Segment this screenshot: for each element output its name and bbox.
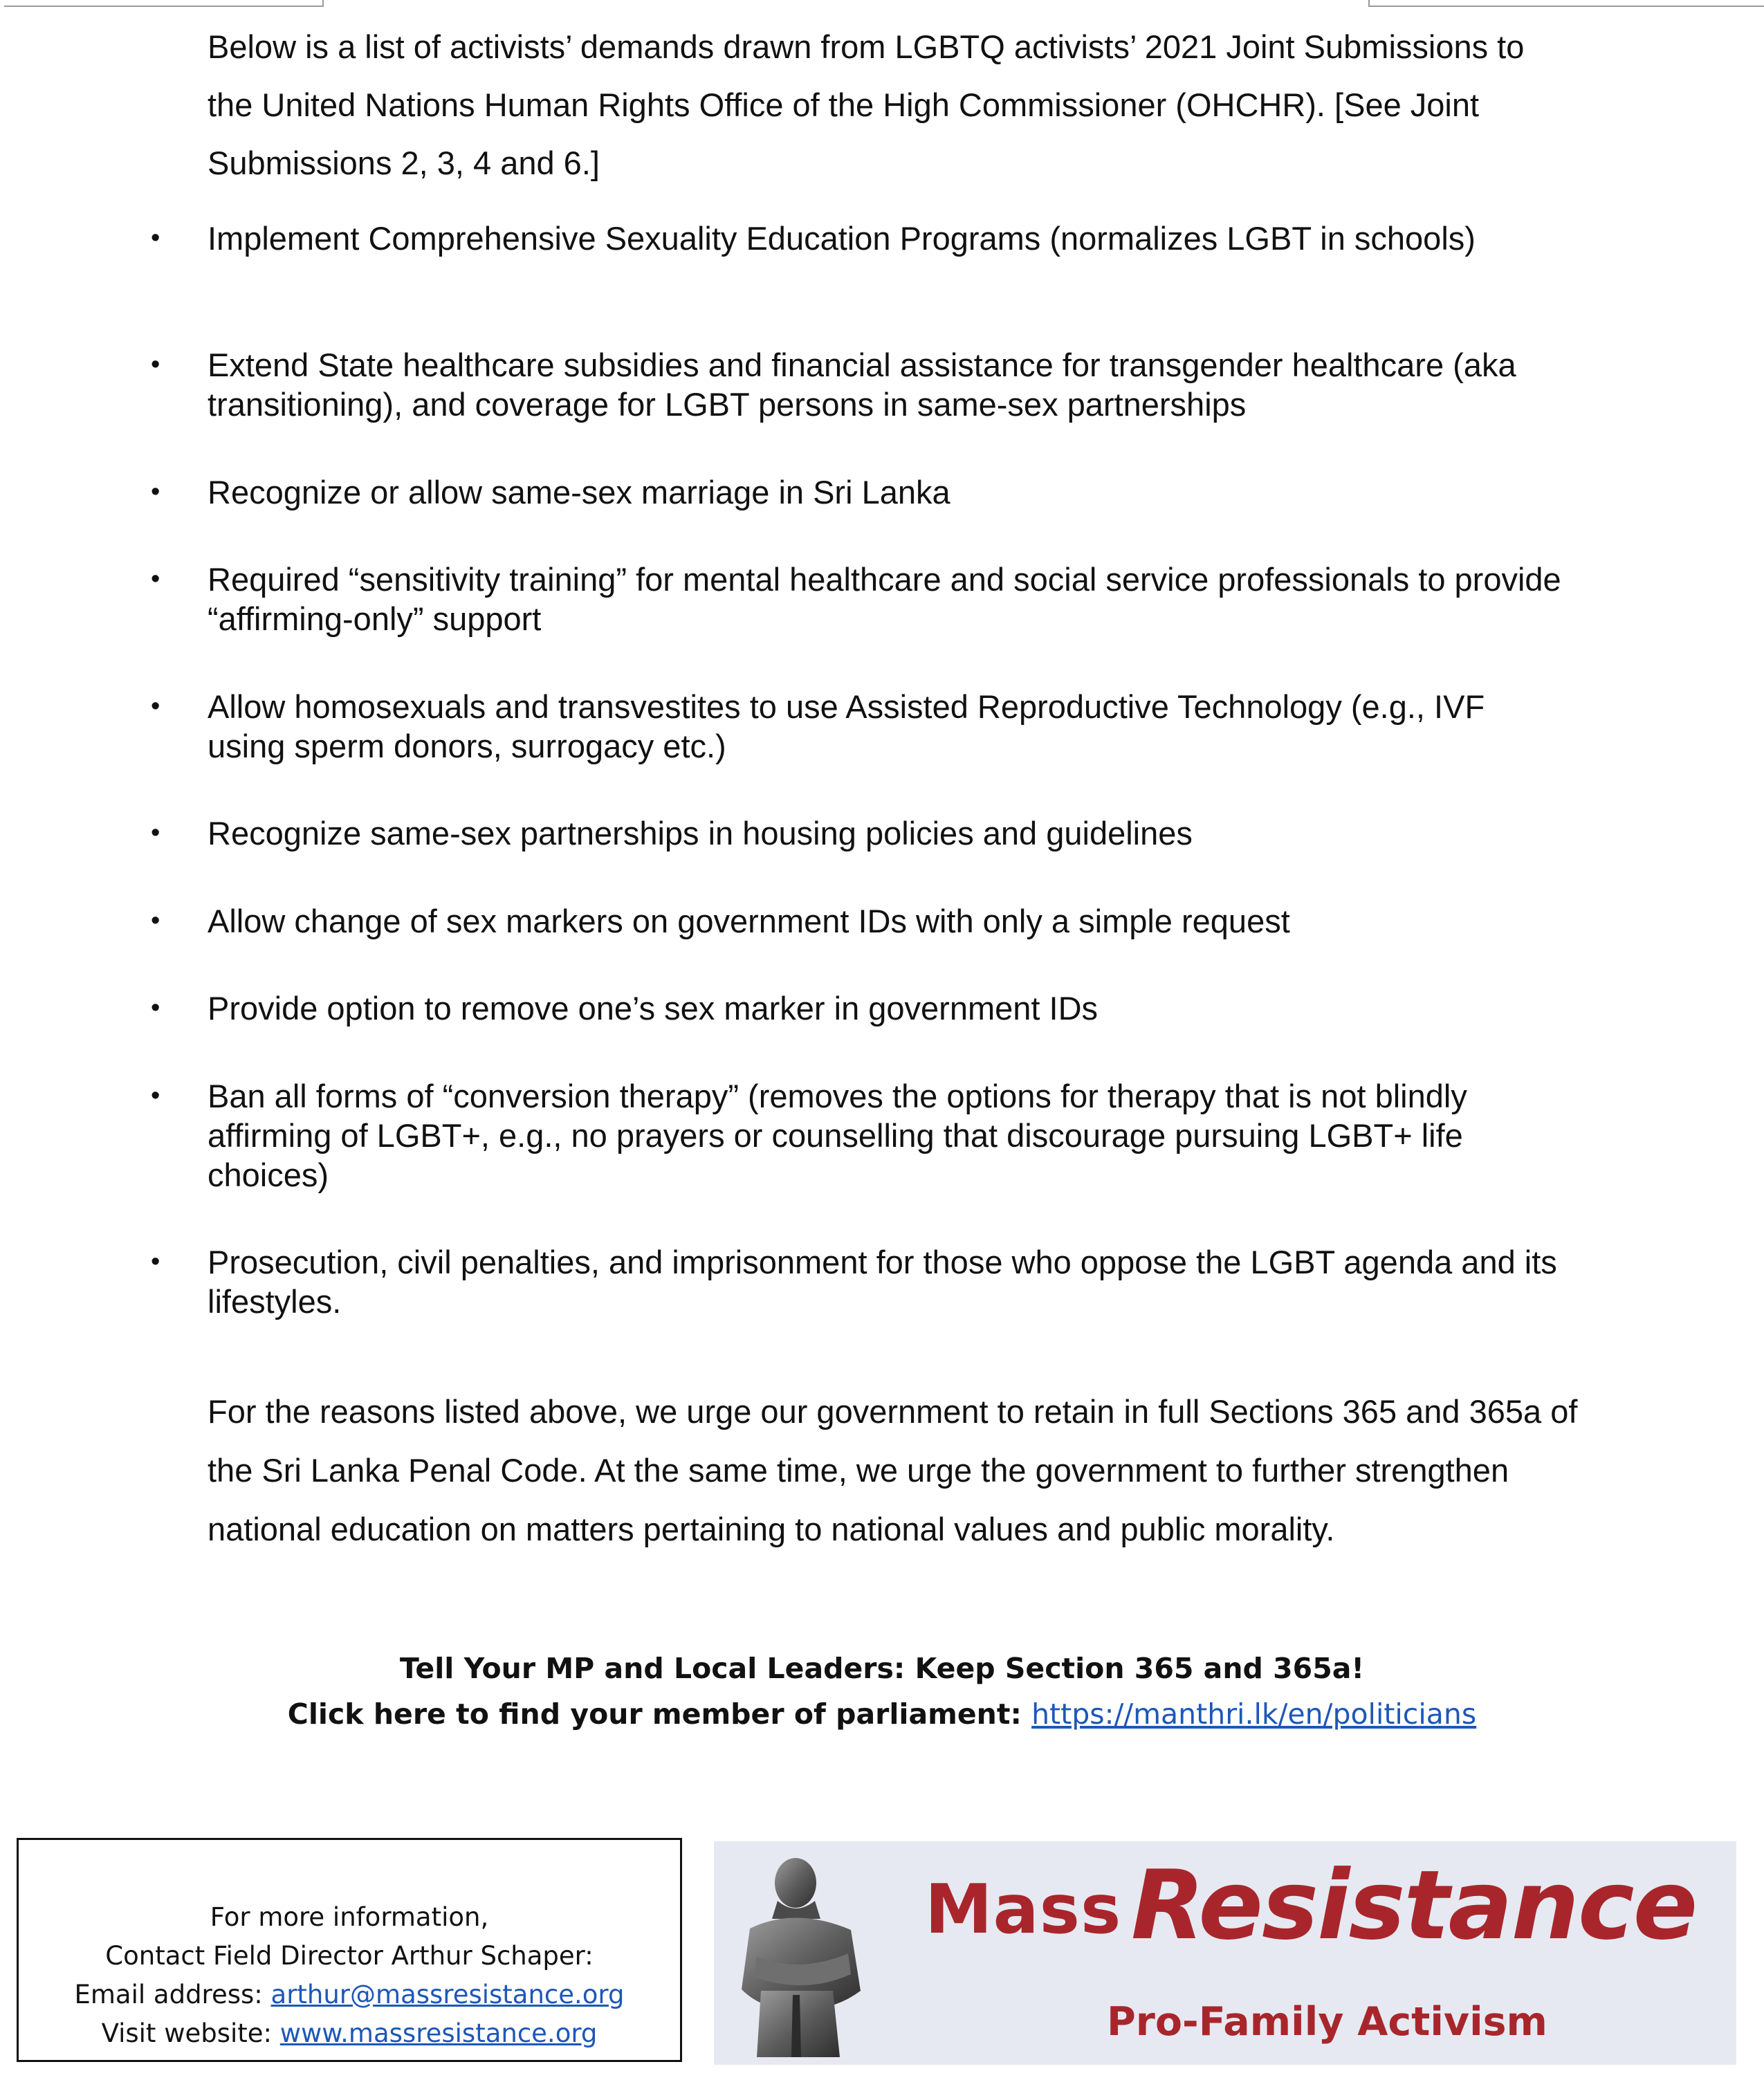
intro-paragraph: Below is a list of activists’ demands drawn from LGBTQ activists’ 2021 Joint Submissions to the United Nations Human Rights Office of the High Commissioner (OHCHR). [See Joint Submissions 2, 3, 4 and 6.] <box>208 28 1525 181</box>
bullet-icon: • <box>151 564 160 593</box>
list-item <box>151 1076 1570 1195</box>
logo-word-mass: Mass <box>925 1870 1122 1949</box>
page-edge-tab-right <box>1368 0 1764 7</box>
list-item-text: Recognize or allow same-sex marriage in Sri Lanka <box>208 474 950 510</box>
list-item <box>151 813 1570 853</box>
email-link[interactable]: arthur@massresistance.org <box>270 1980 625 2009</box>
list-item-text: Recognize same-sex partnerships in housing policies and guidelines <box>208 815 1193 852</box>
bullet-icon: • <box>151 350 160 379</box>
statue-icon <box>729 1852 874 2057</box>
list-item <box>151 988 1570 1028</box>
list-item <box>151 901 1570 941</box>
bullet-icon: • <box>151 1081 160 1110</box>
info-intro: For more information, <box>210 1902 489 1932</box>
find-mp-label: Click here to find your member of parliament: <box>287 1697 1022 1731</box>
call-to-action-line <box>0 1692 1764 1736</box>
website-link[interactable]: www.massresistance.org <box>279 2018 598 2048</box>
bullet-icon: • <box>151 223 160 252</box>
website-label: Visit website: <box>101 2018 273 2048</box>
list-item <box>151 560 1570 638</box>
list-item-text: Extend State healthcare subsidies and financial assistance for transgender healthcare (aka transitioning), and coverage for LGBT persons in same-sex partnerships <box>208 347 1516 423</box>
bullet-icon: • <box>151 818 160 847</box>
contact-info-box <box>17 1838 682 2062</box>
list-item-text: Provide option to remove one’s sex marker in government IDs <box>208 990 1099 1027</box>
list-item-text: Prosecution, civil penalties, and imprisonment for those who oppose the LGBT agenda and its lifestyles. <box>208 1244 1557 1320</box>
list-item <box>151 687 1570 766</box>
info-contact: Contact Field Director Arthur Schaper: <box>105 1941 594 1971</box>
list-item-text: Implement Comprehensive Sexuality Education Programs (normalizes LGBT in schools) <box>208 220 1476 257</box>
list-item-text: Allow homosexuals and transvestites to use Assisted Reproductive Technology (e.g., IVF using sperm donors, surrogacy etc.) <box>208 688 1485 764</box>
massresistance-logo <box>714 1841 1736 2065</box>
website-line <box>19 2014 680 2053</box>
bullet-icon: • <box>151 1247 160 1276</box>
email-line <box>19 1976 680 2014</box>
bullet-icon: • <box>151 692 160 721</box>
list-item <box>151 472 1570 512</box>
bullet-icon: • <box>151 477 160 506</box>
bullet-icon: • <box>151 906 160 935</box>
list-item-text: Ban all forms of “conversion therapy” (removes the options for therapy that is not blindly affirming of LGBT+, e.g., no prayers or counselling that discourage pursuing LGBT+ life choices) <box>208 1078 1467 1193</box>
list-item-text: Allow change of sex markers on government IDs with only a simple request <box>208 903 1290 939</box>
closing-paragraph: For the reasons listed above, we urge our government to retain in full Sections 365 and 365a of the Sri Lanka Penal Code. At the same time, we urge the government to further strengthen national education on matters pertaining to national values and public morality. <box>208 1393 1578 1547</box>
logo-tagline: Pro-Family Activism <box>1107 1999 1547 2045</box>
email-label: Email address: <box>74 1980 263 2009</box>
list-item-text: Required “sensitivity training” for mental healthcare and social service professionals to provide “affirming-only” support <box>208 561 1561 637</box>
bullet-icon: • <box>151 993 160 1022</box>
list-item <box>151 345 1570 424</box>
list-item <box>151 219 1570 258</box>
manthri-link[interactable]: https://manthri.lk/en/politicians <box>1031 1697 1477 1731</box>
list-item <box>151 1242 1570 1321</box>
page-edge-tab-left <box>4 0 324 7</box>
logo-word-resistance: Resistance <box>1131 1850 1697 1961</box>
call-to-action-heading: Tell Your MP and Local Leaders: Keep Section 365 and 365a! <box>399 1652 1365 1685</box>
